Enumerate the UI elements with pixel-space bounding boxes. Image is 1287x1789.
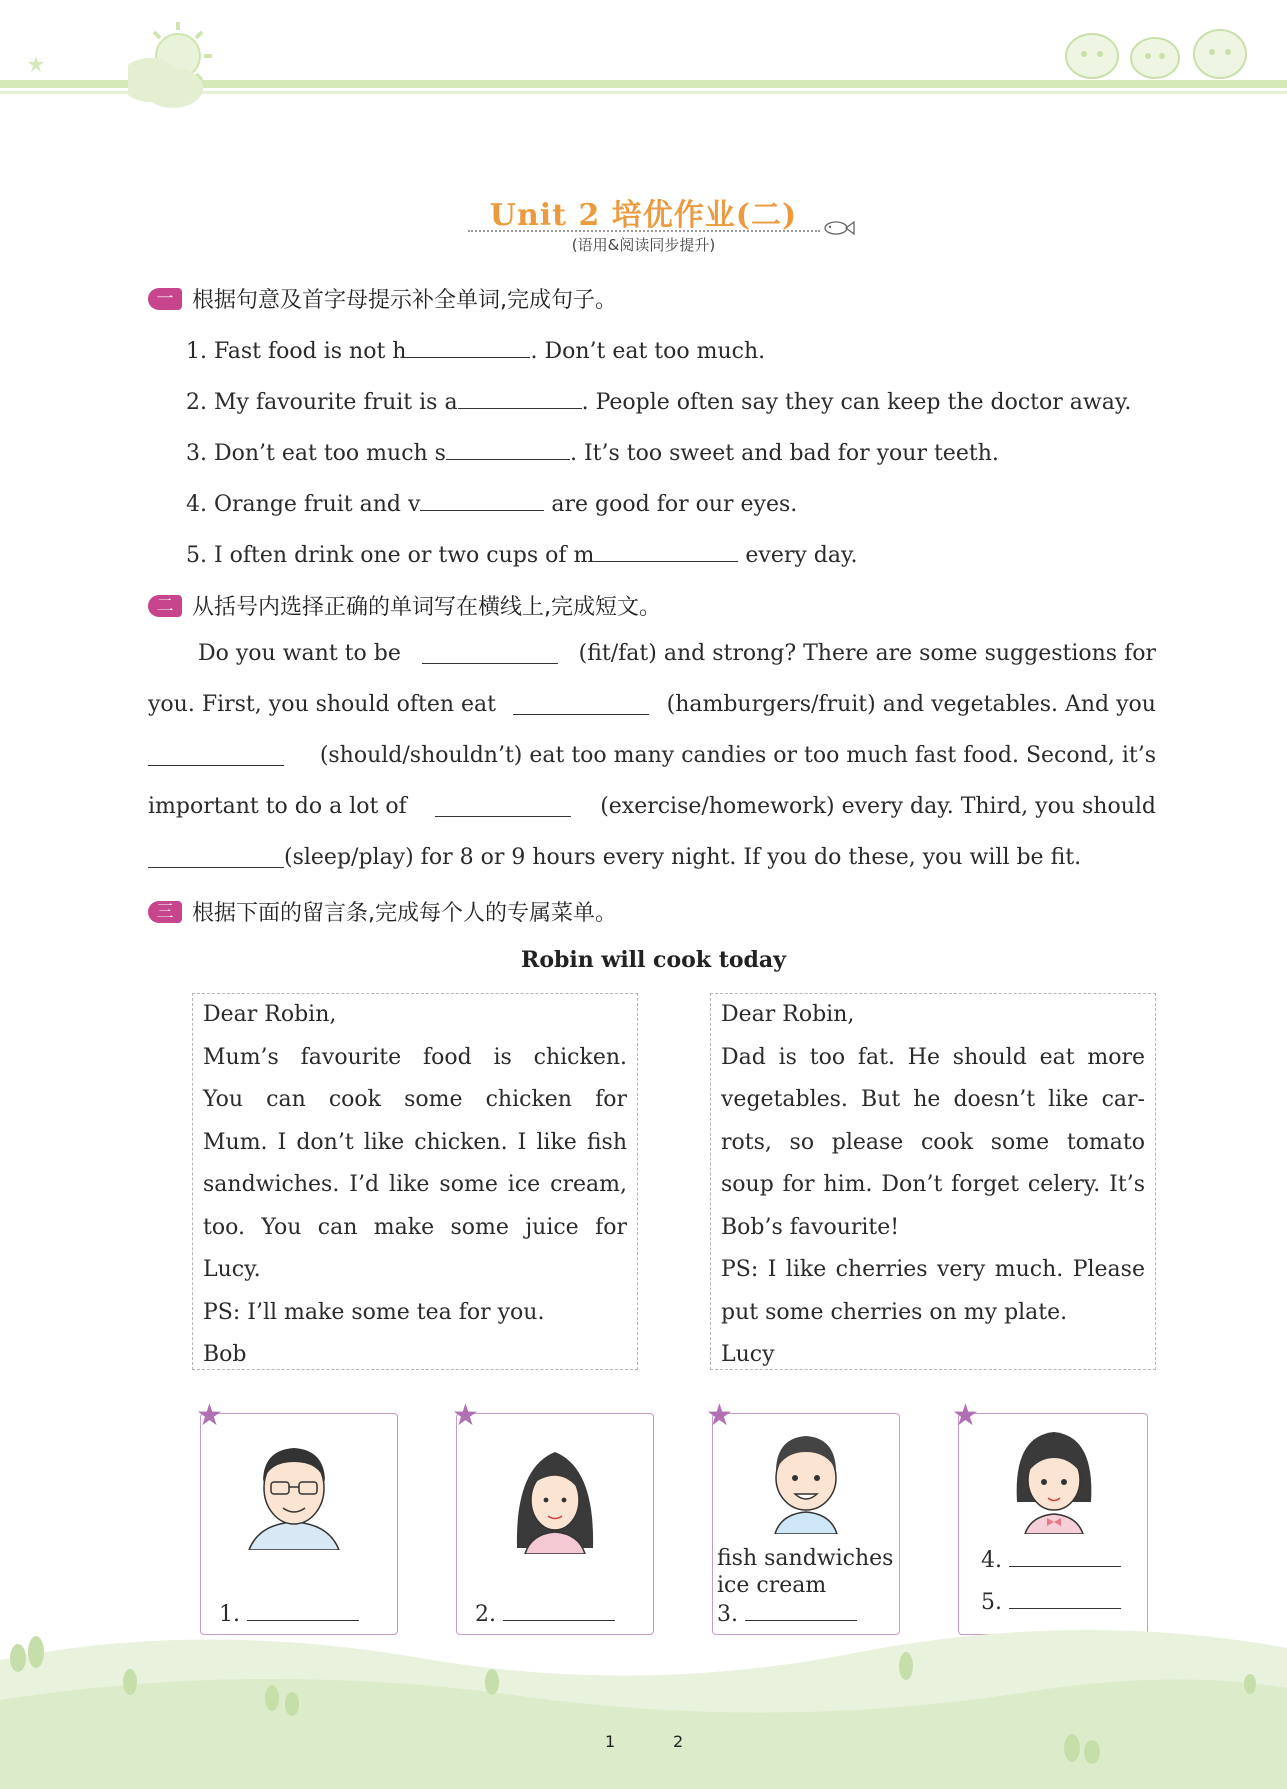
title-divider xyxy=(468,230,820,232)
answer-blank[interactable] xyxy=(148,845,284,868)
s1-item-1: 1. Fast food is not h . Don’t eat too much. xyxy=(186,335,765,364)
note-from-bob: Dear Robin, Mum’s favourite food is chicken. You can cook some chicken for Mum. I don’t like chicken. I like fish sandwiches. I’d like some ice cream, too. You can make some juice for Lucy. PS: I’ll make some tea for you. Bob xyxy=(192,993,638,1370)
section2-heading xyxy=(148,590,661,621)
passage-line-4: important to do a lot of (exercise/homework) every day. Third, you should xyxy=(148,794,1156,819)
star-icon: ★ xyxy=(452,1398,479,1433)
answer-blank[interactable] xyxy=(1009,1544,1121,1567)
bob-portrait xyxy=(761,1424,851,1534)
answer-blank[interactable] xyxy=(458,386,582,409)
sun-cloud-illustration xyxy=(128,18,228,113)
lucy-portrait xyxy=(1009,1422,1099,1534)
section2-instruction: 从括号内选择正确的单词写在横线上,完成短文。 xyxy=(192,595,661,620)
s1-item-5: 5. I often drink one or two cups of m every day. xyxy=(186,539,858,568)
answer-blank[interactable] xyxy=(446,437,570,460)
s1-item-4: 4. Orange fruit and v are good for our eyes. xyxy=(186,488,797,517)
card1-answer: 1. xyxy=(219,1598,359,1627)
answer-blank[interactable] xyxy=(420,488,544,511)
star-icon xyxy=(28,56,44,72)
star-icon: ★ xyxy=(952,1398,979,1433)
answer-blank[interactable] xyxy=(594,539,738,562)
card3-answer: 3. xyxy=(717,1598,857,1627)
page-title: Unit 2 培优作业(二) xyxy=(489,198,798,233)
dad-portrait xyxy=(239,1432,349,1550)
card3-food-2: ice cream xyxy=(717,1573,827,1598)
card3-food-1: fish sandwiches xyxy=(717,1546,894,1571)
answer-blank[interactable] xyxy=(148,743,284,766)
answer-blank[interactable] xyxy=(406,335,530,358)
star-icon: ★ xyxy=(196,1398,223,1433)
section3-heading xyxy=(148,896,617,927)
section3-badge: 三 xyxy=(148,901,182,923)
section1-instruction: 根据句意及首字母提示补全单词,完成句子。 xyxy=(192,288,617,313)
card2-answer: 2. xyxy=(475,1598,615,1627)
passage-line-5: (sleep/play) for 8 or 9 hours every night. If you do these, you will be fit. xyxy=(148,845,1156,896)
section1-heading xyxy=(148,283,617,314)
animal-faces-illustration xyxy=(1060,20,1260,82)
section2-badge: 二 xyxy=(148,595,182,617)
card4-answer-1: 4. xyxy=(981,1544,1121,1573)
s1-item-3: 3. Don’t eat too much s . It’s too sweet and bad for your teeth. xyxy=(186,437,999,466)
section3-instruction: 根据下面的留言条,完成每个人的专属菜单。 xyxy=(192,901,617,926)
page-number-right: 2 xyxy=(673,1732,684,1751)
hills-illustration xyxy=(0,1600,1287,1789)
passage-line-2: you. First, you should often eat (hamburgers/fruit) and vegetables. And you xyxy=(148,692,1156,717)
passage-line-1: Do you want to be (fit/fat) and strong? There are some suggestions for xyxy=(198,641,1156,666)
notes-heading: Robin will cook today xyxy=(521,947,786,973)
section2-passage xyxy=(148,641,1156,896)
page-subtitle: (语用&阅读同步提升) xyxy=(571,236,716,254)
section1-badge: 一 xyxy=(148,288,182,310)
note-from-lucy: Dear Robin, Dad is too fat. He should eat more vegetables. But he doesn’t like car- rots, so please cook some tomato soup for him. Don’t forget celery. It’s Bob’s favourite! PS: I like cherries very much. Please put some cherries on my plate. Lucy xyxy=(710,993,1156,1370)
card4-answer-2: 5. xyxy=(981,1586,1121,1615)
answer-blank[interactable] xyxy=(513,692,649,715)
page-title-wrap xyxy=(0,190,1287,234)
mum-portrait xyxy=(507,1438,603,1554)
answer-blank[interactable] xyxy=(422,641,558,664)
passage-line-3: (should/shouldn’t) eat too many candies or too much fast food. Second, it’s xyxy=(148,743,1156,794)
star-icon: ★ xyxy=(706,1398,733,1433)
s1-item-2: 2. My favourite fruit is a . People often say they can keep the doctor away. xyxy=(186,386,1131,415)
page-number-left: 1 xyxy=(605,1732,616,1751)
answer-blank[interactable] xyxy=(435,794,571,817)
